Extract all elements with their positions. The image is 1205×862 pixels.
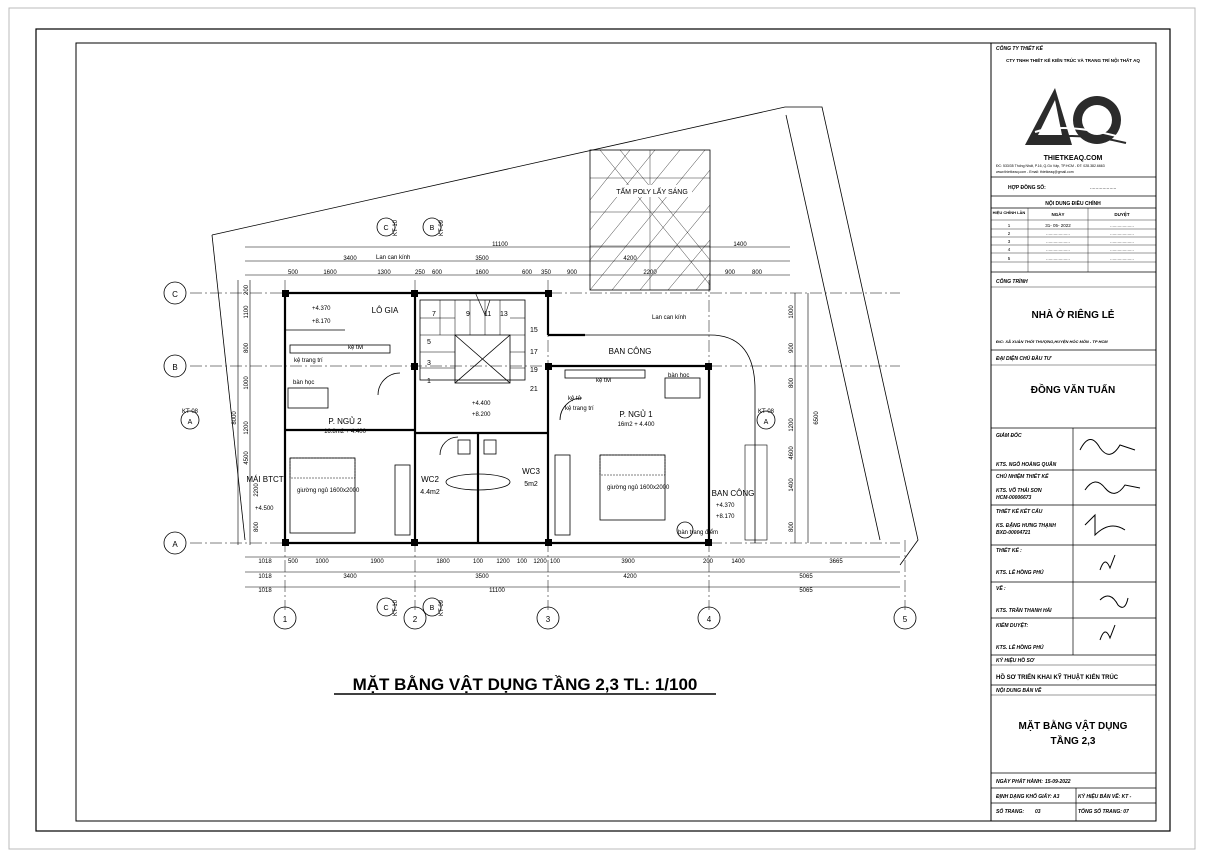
- dim-bot1-9: 100: [549, 559, 561, 565]
- room-balcony-top: BAN CÔNG: [608, 347, 652, 356]
- tb-rev-2-no: 2: [1007, 231, 1011, 236]
- signature-draw: [1100, 596, 1128, 607]
- tb-content-line1: MẶT BẰNG VẬT DỤNG: [1018, 721, 1128, 732]
- dim-top2-5: 1600: [475, 270, 489, 276]
- tb-rev-header-2: DUYỆT: [1114, 212, 1130, 217]
- room-bedroom2-area: 16.8m2 + 4.400: [324, 429, 366, 435]
- axis-bubble-3: [537, 607, 559, 629]
- dim-top2-8: 900: [566, 270, 578, 276]
- tb-contract-value: ...................: [1090, 185, 1117, 191]
- site-boundary-inner: [786, 115, 880, 540]
- tb-rev-3-date: ...................: [1046, 239, 1070, 244]
- furniture: [288, 345, 767, 540]
- dim-top2-10: 900: [724, 270, 736, 276]
- dim-bot1-0: 1018: [258, 559, 272, 565]
- dim-right-1: 900: [789, 342, 795, 354]
- dim-top2-11: 800: [751, 270, 763, 276]
- svg-text:C: C: [172, 290, 178, 299]
- label-giuong-2: giường ngủ 1600x2000: [297, 488, 360, 494]
- room-logia: LÔ GIA: [371, 306, 399, 315]
- svg-text:4: 4: [706, 615, 712, 624]
- label-giuong-1: giường ngủ 1600x2000: [607, 485, 670, 491]
- stair-step-3: 3: [427, 360, 431, 367]
- room-wc2: WC2: [421, 475, 439, 484]
- label-ban-hoc-1: bàn học: [293, 380, 315, 386]
- signature-chief: [1085, 482, 1140, 493]
- level-3: +4.400: [472, 401, 491, 407]
- tb-page-label: SỐ TRANG:: [996, 809, 1025, 815]
- svg-text:5: 5: [902, 615, 908, 624]
- level-7: +4.500: [255, 506, 274, 512]
- label-ke-trang-tri-1: kệ trang trí: [294, 358, 323, 364]
- dim-bot1-12: 1400: [731, 559, 745, 565]
- tb-rev-2-approve: ...................: [1110, 231, 1134, 236]
- stair-step-15: 15: [530, 327, 538, 334]
- svg-text:KT-08: KT-08: [757, 409, 775, 415]
- signature-structure: [1085, 515, 1125, 535]
- level-5: +4.370: [716, 503, 735, 509]
- signatures: [1080, 439, 1140, 640]
- dim-right-6: 800: [789, 521, 795, 533]
- dim-bot2-1: 3400: [343, 574, 357, 580]
- section-marker-a-left: [181, 409, 199, 429]
- label-ke-tivi-2: kệ tivi: [596, 378, 612, 384]
- tb-company-name: CTY TNHH THIẾT KẾ KIẾN TRÚC VÀ TRANG TRÍ NỘI THẤT AQ: [1006, 58, 1140, 63]
- section-marker-a-right: [757, 409, 775, 429]
- tb-design-label: THIẾT KẾ :: [996, 548, 1022, 554]
- label-ke-trang-tri-2: kệ trang trí: [565, 406, 594, 412]
- dim-right-0: 1000: [789, 305, 795, 319]
- dim-bot1-10: 3900: [621, 559, 635, 565]
- stair-step-7: 7: [432, 311, 436, 318]
- tb-content-label: NỘI DUNG BẢN VẼ: [996, 688, 1042, 694]
- dim-left-0: 200: [244, 284, 250, 296]
- label-ke-tu: kệ tủ: [568, 396, 582, 402]
- dim-bot2-4: 5065: [799, 574, 813, 580]
- stair-step-13: 13: [500, 311, 508, 318]
- axis-bubble-2: [404, 607, 426, 629]
- svg-text:3: 3: [545, 615, 551, 624]
- tb-chief-label: CHỦ NHIỆM THIẾT KẾ: [996, 474, 1049, 480]
- dim-top2-3: 250: [414, 270, 426, 276]
- label-ban-hoc-2: bàn học: [668, 373, 690, 379]
- section-marker-c-bottom: [377, 598, 399, 616]
- tb-check-label: KIỂM DUYỆT:: [996, 623, 1029, 629]
- tb-contact: www.thietkeaq.com - Email: thietkeaq@gmail.com: [996, 170, 1074, 174]
- tb-draw-name: KTS. TRẦN THANH HẢI: [996, 608, 1052, 614]
- dim-top1-1: 3500: [475, 256, 489, 262]
- dim-top2-2: 1300: [377, 270, 391, 276]
- dim-bot1-1: 500: [287, 559, 299, 565]
- tb-rev-4-approve: ...................: [1110, 247, 1134, 252]
- skylight-label: TẤM POLY LẤY SÁNG: [616, 189, 688, 196]
- room-bedroom2: P. NGỦ 2: [328, 417, 362, 426]
- label-ke-tivi-1: kệ tivi: [348, 345, 364, 351]
- dim-top2-9: 2200: [643, 270, 657, 276]
- stair-step-17: 17: [530, 349, 538, 356]
- svg-text:C: C: [383, 605, 389, 612]
- dim-bot2-0: 1018: [258, 574, 272, 580]
- tb-draw-label: VẼ :: [996, 586, 1006, 592]
- svg-text:B: B: [429, 605, 435, 612]
- dim-bot3-2: 5065: [799, 588, 813, 594]
- svg-text:2: 2: [412, 615, 418, 624]
- tb-sheet-code-label: KÝ HIỆU BẢN VẼ: KT -: [1078, 794, 1132, 800]
- stair-step-5: 5: [427, 339, 431, 346]
- tb-structure-name: KS. ĐẶNG HƯNG THẠNH: [996, 523, 1056, 529]
- tb-page-value: 03: [1035, 809, 1041, 815]
- room-wc3-area: 5m2: [524, 481, 538, 488]
- tb-rev-header-1: NGÀY: [1051, 212, 1065, 217]
- tb-rev-5-approve: ...................: [1110, 256, 1134, 261]
- dim-right-5: 1400: [789, 478, 795, 492]
- tb-company-label: CÔNG TY THIẾT KẾ: [996, 46, 1043, 52]
- svg-text:B: B: [429, 225, 435, 232]
- axis-bubble-1: [274, 607, 296, 629]
- stair-step-19: 19: [530, 367, 538, 374]
- dim-top2-4: 600: [431, 270, 443, 276]
- dim-left-7: 800: [254, 521, 260, 533]
- dim-bot1-3: 1900: [370, 559, 384, 565]
- room-bedroom1-area: 16m2 + 4.400: [617, 422, 655, 428]
- tb-revision-label: NỘI DUNG ĐIỀU CHỈNH: [1045, 201, 1101, 207]
- dim-left-3: 1000: [244, 376, 250, 390]
- level-1: +4.370: [312, 306, 331, 312]
- tb-rev-1-date: 31- 05- 2022: [1045, 223, 1071, 228]
- room-wc3: WC3: [522, 467, 540, 476]
- tb-rev-5-date: ...................: [1046, 256, 1070, 261]
- section-marker-b-bottom: [423, 598, 445, 616]
- dim-left-1: 1100: [244, 305, 250, 319]
- company-logo: [1025, 88, 1126, 145]
- tb-owner-label: ĐẠI DIỆN CHỦ ĐẦU TƯ: [996, 356, 1051, 362]
- dim-top1-2: 4200: [623, 256, 637, 262]
- dim-right-total: 6500: [814, 411, 820, 425]
- signature-design: [1100, 555, 1115, 570]
- tb-rev-1-no: 1: [1007, 223, 1011, 228]
- dim-bot1-8: 1200: [533, 559, 547, 565]
- dim-top-total: 11100: [492, 242, 508, 248]
- tb-project-address: Đ/C: XÃ XUÂN THỚI THƯỢNG,HUYỆN HÓC MÔN - TP HCM: [996, 339, 1108, 344]
- stair-step-9: 9: [466, 311, 470, 318]
- label-lan-can-2: Lan can kính: [652, 315, 687, 321]
- dim-left-6: 2200: [254, 483, 260, 497]
- svg-text:KT-09: KT-09: [439, 219, 445, 237]
- axis-bubble-5: [894, 607, 916, 629]
- tb-owner-name: ĐỒNG VĂN TUẤN: [1030, 385, 1116, 396]
- axis-bubble-4: [698, 607, 720, 629]
- tb-file-label: KÝ HIỆU HỒ SƠ: [996, 658, 1035, 664]
- tb-contract-label: HỢP ĐỒNG SỐ:: [1008, 185, 1046, 191]
- svg-text:1: 1: [282, 615, 288, 624]
- dim-bot1-13: 3665: [829, 559, 843, 565]
- svg-text:KT-10: KT-10: [393, 219, 399, 237]
- tb-content-line2: TẦNG 2,3: [1050, 736, 1096, 747]
- roof-btct: MÁI BTCT: [246, 475, 284, 484]
- tb-rev-5-no: 5: [1007, 256, 1011, 261]
- dim-bot1-7: 100: [516, 559, 528, 565]
- dim-bot2-3: 4200: [623, 574, 637, 580]
- stair-step-1: 1: [427, 378, 431, 385]
- axis-bubble-A: [164, 532, 186, 554]
- tb-rev-3-no: 3: [1007, 239, 1011, 244]
- tb-address: ĐC: 533/35 Thống Nhất, P.16, Q.Gò Vấp, TP.HCM - ĐT: 028.382.6663: [996, 164, 1105, 168]
- dim-bot1-11: 200: [702, 559, 714, 565]
- tb-chief-code: HCM-00006673: [996, 495, 1032, 501]
- tb-project-name: NHÀ Ở RIÊNG LẺ: [1031, 310, 1115, 321]
- dim-top1-0: 3400: [343, 256, 357, 262]
- dim-bot3-0: 1018: [258, 588, 272, 594]
- dim-right-2: 800: [789, 377, 795, 389]
- tb-project-label: CÔNG TRÌNH: [996, 279, 1028, 285]
- staircase: [420, 292, 525, 383]
- tb-rev-4-date: ...................: [1046, 247, 1070, 252]
- dim-bot1-5: 100: [472, 559, 484, 565]
- site-boundary-left: [212, 235, 245, 540]
- room-bedroom1: P. NGỦ 1: [619, 410, 653, 419]
- level-6: +8.170: [716, 514, 735, 520]
- signature-check: [1100, 625, 1115, 640]
- tb-rev-4-no: 4: [1007, 247, 1011, 252]
- stair-step-11: 11: [484, 311, 492, 318]
- room-balcony-right: BAN CÔNG: [711, 489, 755, 498]
- tb-total-label: TỔNG SỐ TRANG: 07: [1078, 809, 1129, 815]
- svg-text:KT-10: KT-10: [393, 599, 399, 617]
- level-4: +8.200: [472, 412, 491, 418]
- section-marker-b-top: [423, 218, 445, 236]
- dim-top2-6: 600: [521, 270, 533, 276]
- svg-text:KT-09: KT-09: [439, 599, 445, 617]
- room-wc2-area: 4.4m2: [420, 489, 440, 496]
- tb-rev-3-approve: ...................: [1110, 239, 1134, 244]
- dim-bot3-1: 11100: [489, 588, 505, 594]
- dim-left-2: 800: [244, 342, 250, 354]
- dim-left-total: 8000: [232, 411, 238, 425]
- signature-director: [1080, 439, 1135, 454]
- tb-rev-header-0: HIỆU CHỈNH LẦN: [992, 210, 1026, 215]
- svg-text:KT-08: KT-08: [181, 409, 199, 415]
- label-trang-diem: bàn trang điểm: [678, 530, 719, 536]
- svg-text:A: A: [187, 419, 193, 426]
- svg-text:B: B: [172, 363, 178, 372]
- dim-left-5: 4500: [244, 451, 250, 465]
- skylight: [590, 150, 710, 290]
- drawing-title: MẶT BẰNG VẬT DỤNG TẦNG 2,3 TL: 1/100: [352, 675, 698, 694]
- tb-website: THIETKEAQ.COM: [1043, 155, 1103, 162]
- section-marker-c-top: [377, 218, 399, 236]
- dim-bot1-6: 1200: [496, 559, 510, 565]
- dim-top2-7: 350: [540, 270, 552, 276]
- axis-bubble-B: [164, 355, 186, 377]
- dim-top1-3: 1400: [733, 242, 747, 248]
- tb-rev-1-approve: ...................: [1110, 223, 1134, 228]
- tb-structure-label: THIẾT KẾ KẾT CẤU: [996, 509, 1043, 515]
- furniture-labels: [293, 255, 718, 536]
- svg-text:A: A: [172, 540, 178, 549]
- dim-left-4: 1200: [244, 421, 250, 435]
- tb-check-name: KTS. LÊ HỒNG PHÚ: [996, 645, 1044, 651]
- stair-step-21: 21: [530, 386, 538, 393]
- tb-rev-2-date: ...................: [1046, 231, 1070, 236]
- dim-bot1-4: 1800: [436, 559, 450, 565]
- dim-right-3: 1200: [789, 418, 795, 432]
- dim-top2-0: 500: [287, 270, 299, 276]
- dim-top2-1: 1600: [323, 270, 337, 276]
- title-block-texts: [993, 44, 1141, 815]
- tb-chief-name: KTS. VÕ THÁI SƠN: [996, 488, 1042, 494]
- tb-structure-code: BXD-00004721: [996, 530, 1031, 536]
- svg-text:C: C: [383, 225, 389, 232]
- tb-issue-date: 15-09-2022: [1045, 779, 1071, 785]
- tb-file-name: HỒ SƠ TRIỂN KHAI KỸ THUẬT KIẾN TRÚC: [996, 675, 1119, 681]
- tb-director-name: KTS. NGÔ HOÀNG QUÂN: [996, 462, 1057, 468]
- dim-right-4: 4600: [789, 446, 795, 460]
- tb-design-name: KTS. LÊ HỒNG PHÚ: [996, 570, 1044, 576]
- dim-bot1-2: 1000: [315, 559, 329, 565]
- sheet-frame: [36, 29, 1170, 831]
- level-2: +8.170: [312, 319, 331, 325]
- svg-text:A: A: [763, 419, 769, 426]
- tb-issue-label: NGÀY PHÁT HÀNH:: [996, 779, 1043, 785]
- tb-paper-label: ĐỊNH DẠNG KHỔ GIẤY: A3: [996, 794, 1060, 800]
- axis-bubble-C: [164, 282, 186, 304]
- dim-bot2-2: 3500: [475, 574, 489, 580]
- label-lan-can-1: Lan can kính: [376, 255, 411, 261]
- tb-director-label: GIÁM ĐỐC: [996, 433, 1022, 439]
